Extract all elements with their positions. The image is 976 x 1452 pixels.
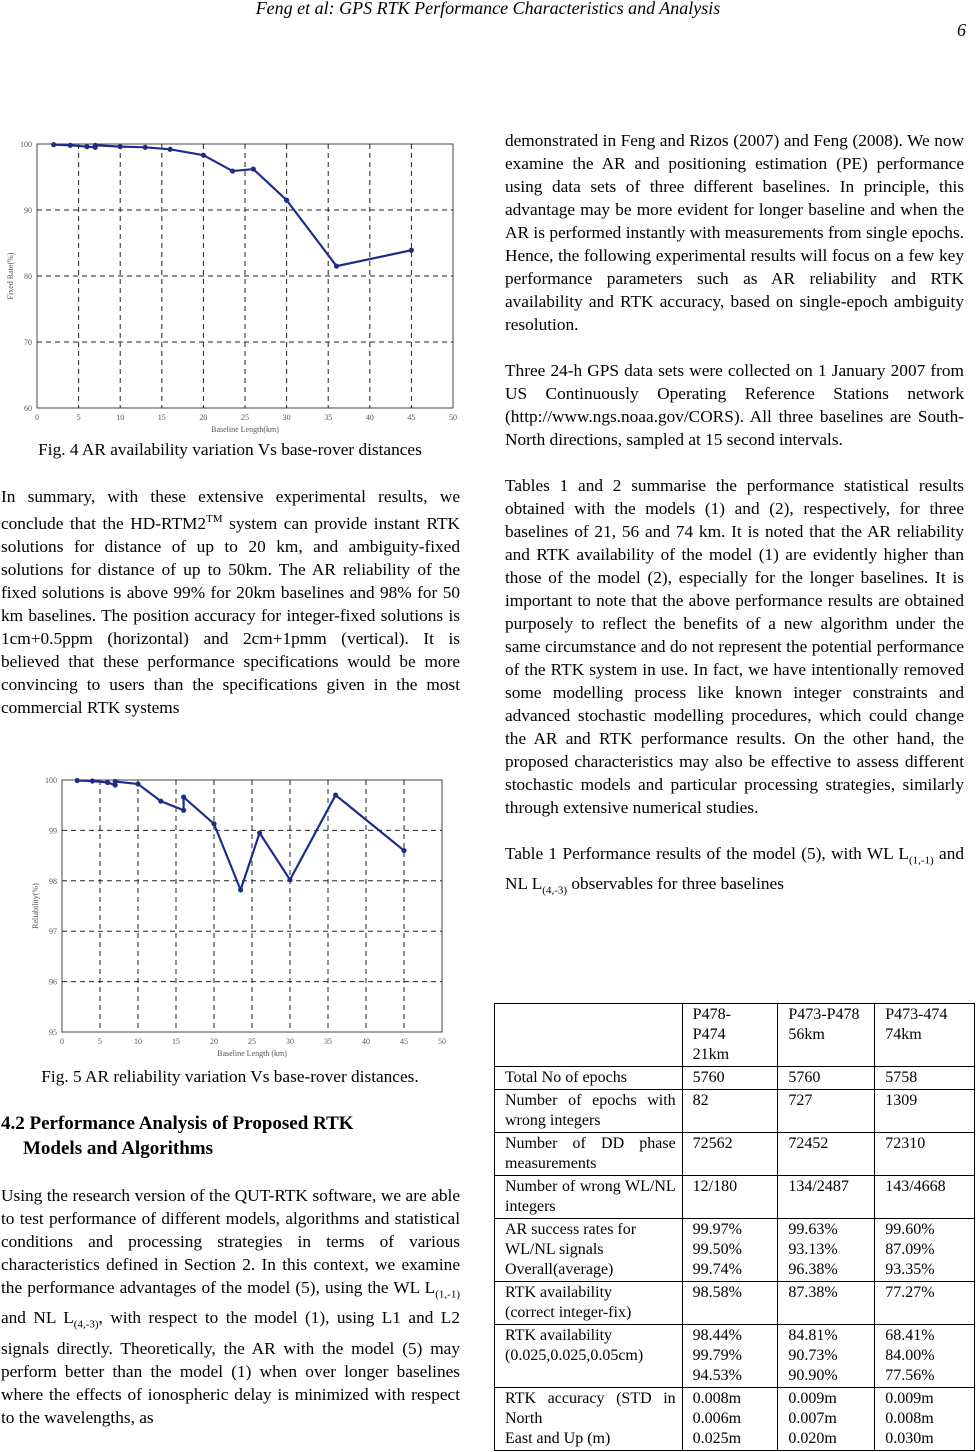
y-tick-label: 100 <box>20 140 32 149</box>
x-tick-label: 0 <box>35 413 39 422</box>
x-tick-label: 25 <box>241 413 249 422</box>
data-point <box>238 887 243 892</box>
x-tick-label: 10 <box>134 1037 142 1046</box>
y-tick-label: 60 <box>24 404 32 413</box>
x-tick-label: 50 <box>438 1037 446 1046</box>
table-caption: Table 1 Performance results of the model (5), with WL $L_{(1,-1)}$ and NL $L_{(4,-3)}$ observables for three baselines <box>505 844 964 897</box>
table-cell: 5760 <box>778 1067 875 1090</box>
table-cell: 134/2487 <box>778 1176 875 1219</box>
series-line <box>77 781 404 890</box>
data-point <box>257 830 262 835</box>
x-axis-label: Baseline Length(km) <box>211 425 279 434</box>
row-label: AR success rates for WL/NL signals Overall(average) <box>495 1219 683 1282</box>
fig4-chart <box>0 130 470 440</box>
table-cell: 0.009m 0.007m 0.020m <box>778 1388 875 1451</box>
data-point <box>230 168 235 173</box>
data-point <box>105 780 110 785</box>
table-cell: 143/4668 <box>875 1176 975 1219</box>
table-cell: 0.008m 0.006m 0.025m <box>682 1388 778 1451</box>
row-label: Number of epochs with wrong integers <box>495 1090 683 1133</box>
table-cell: 77.27% <box>875 1282 975 1325</box>
table-row <box>495 1388 975 1451</box>
y-tick-label: 99 <box>49 826 57 836</box>
data-point <box>201 153 206 158</box>
x-tick-label: 45 <box>407 413 416 422</box>
x-tick-label: 35 <box>324 1037 332 1046</box>
table-header-cell <box>495 1004 683 1067</box>
table-header-row <box>495 1004 975 1067</box>
summary-paragraph: In summary, with these extensive experimental results, we conclude that the HD-RTM2™ system can provide instant RTK solutions for distance of up to 20 km, and ambiguity-fixed solutions for distance of up to 50km. The AR reliability of the fixed solutions is above 99% for 20km baselines and 98% for 50 km baselines. The position accuracy for integer-fixed solutions is 1cm+0.5ppm (horizontal) and 2cm+1pmm (vertical). It is believed that these performance specifications would be more convincing to users than the specifications given in the most commercial RTK systems <box>1 487 460 717</box>
table-row <box>495 1282 975 1325</box>
x-tick-label: 25 <box>248 1037 256 1046</box>
x-tick-label: 40 <box>362 1037 370 1046</box>
table-cell: 99.97% 99.50% 99.74% <box>682 1219 778 1282</box>
table-cell: 0.009m 0.008m 0.030m <box>875 1388 975 1451</box>
data-point <box>51 142 56 147</box>
data-point <box>333 793 338 798</box>
y-tick-label: 100 <box>45 776 57 785</box>
x-tick-label: 15 <box>157 413 166 422</box>
fig5-caption: Fig. 5 AR reliability variation Vs base-rover distances. <box>41 1067 419 1086</box>
data-point <box>181 808 186 813</box>
y-tick-label: 98 <box>49 876 57 886</box>
table-header-cell: P473-P478 56km <box>778 1004 875 1067</box>
data-point <box>181 795 186 800</box>
data-point <box>90 778 95 783</box>
section-title-line2: Models and Algorithms <box>23 1138 214 1159</box>
data-point <box>158 799 163 804</box>
y-tick-label: 90 <box>24 206 32 215</box>
x-tick-label: 35 <box>324 413 333 422</box>
table-cell: 1309 <box>875 1090 975 1133</box>
x-tick-label: 15 <box>172 1037 180 1046</box>
x-tick-label: 30 <box>282 413 291 422</box>
table-cell: 72310 <box>875 1133 975 1176</box>
table-cell: 12/180 <box>682 1176 778 1219</box>
data-point <box>68 143 73 148</box>
y-tick-label: 96 <box>49 977 57 987</box>
x-tick-label: 50 <box>449 413 457 422</box>
right-paragraph-1: demonstrated in Feng and Rizos (2007) and Feng (2008). We now examine the AR and positioning estimation (PE) performance using data sets of three different baselines. In principle, this advantage may be more evident for longer baseline and when the AR is performed instantly with measurements from single epochs. Hence, the following experimental results will focus on a few key performance parameters such as AR reliability and RTK availability and RTK accuracy, based on single-epoch ambiguity resolution. <box>505 131 964 334</box>
fig4-caption: Fig. 4 AR availability variation Vs base-rover distances <box>38 440 422 459</box>
left-paragraph-2: Using the research version of the QUT-RTK software, we are able to test performance of different models, algorithms and statistical conditions and processing strategies in terms of various characteristics defined in Section 2. In this context, we examine the performance advantages of the model (5), using the WL $L_{(1,-1)}$ and NL $L_{(4,-3)}$, with respect to the model (1), using L1 and L2 signals directly. Theoretically, the AR with the model (5) may perform better than the model (1) when over longer baselines where the effects of ionospheric delay is minimized with respect to the wavelengths, as <box>1 1186 460 1427</box>
table-cell: 84.81% 90.73% 90.90% <box>778 1325 875 1388</box>
data-point <box>75 778 80 783</box>
table-cell: 727 <box>778 1090 875 1133</box>
x-tick-label: 20 <box>199 413 208 422</box>
y-axis-label: Reliability(%) <box>31 883 40 929</box>
data-point <box>284 198 289 203</box>
data-point <box>287 877 292 882</box>
data-point <box>143 145 148 150</box>
right-column <box>505 129 964 903</box>
data-point <box>135 781 140 786</box>
section-number: 4.2 <box>1 1113 25 1134</box>
x-tick-label: 5 <box>98 1037 102 1046</box>
x-tick-label: 20 <box>210 1037 218 1046</box>
table-cell: 5760 <box>682 1067 778 1090</box>
y-axis-label: Fixed Rate(%) <box>6 252 15 300</box>
table-row <box>495 1067 975 1090</box>
table-cell: 5758 <box>875 1067 975 1090</box>
table-cell: 72562 <box>682 1133 778 1176</box>
row-label: RTK accuracy (STD in North East and Up (m) <box>495 1388 683 1451</box>
data-point <box>84 144 89 149</box>
data-point <box>113 779 118 784</box>
row-label: RTK availability (0.025,0.025,0.05cm) <box>495 1325 683 1388</box>
table-cell: 87.38% <box>778 1282 875 1325</box>
data-point <box>251 166 256 171</box>
table-row <box>495 1325 975 1388</box>
data-point <box>409 248 414 253</box>
row-label: Number of DD phase measurements <box>495 1133 683 1176</box>
data-point <box>93 143 98 148</box>
x-tick-label: 5 <box>76 413 81 422</box>
y-tick-label: 80 <box>24 272 32 281</box>
series-line <box>54 145 412 266</box>
x-axis-label: Baseline Length (km) <box>217 1049 287 1058</box>
fig5-chart <box>0 770 470 1065</box>
table-row <box>495 1133 975 1176</box>
table-row <box>495 1219 975 1282</box>
row-label: Number of wrong WL/NL integers <box>495 1176 683 1219</box>
section-heading <box>1 1111 461 1161</box>
x-tick-label: 30 <box>286 1037 294 1046</box>
x-tick-label: 45 <box>400 1037 408 1046</box>
table-cell: 98.58% <box>682 1282 778 1325</box>
right-paragraph-3: Tables 1 and 2 summarise the performance statistical results obtained with the models (1) and (2), respectively, for three baselines of 21, 56 and 74 km. It is noted that the AR reliability and RTK availability of the model (1) are evidently higher than those of the model (2), especially for the longer baselines. It is important to note that the above performance results are obtained purposely to reflect the benefits of a new algorithm under the same circumstance and do not represent the potential performance of the RTK system in use. In fact, we have intentionally removed some modelling process like known integer constraints and advanced stochastic modelling procedures, which could change the AR and RTK performance results. On the other hand, the proposed characteristics may also be effective to assess different stochastic models and particular processing strategies, similarly through extensive numerical studies. <box>505 476 964 817</box>
row-label: RTK availability (correct integer-fix) <box>495 1282 683 1325</box>
row-label: Total No of epochs <box>495 1067 683 1090</box>
data-point <box>401 848 406 853</box>
running-header: Feng et al: GPS RTK Performance Characteristics and Analysis <box>255 0 721 18</box>
right-paragraph-2: Three 24-h GPS data sets were collected on 1 January 2007 from US Continuously Operating Reference Stations network (http://www.ngs.noaa.gov/CORS). All three baselines are South-North directions, sampled at 15 second intervals. <box>505 361 964 449</box>
table-row <box>495 1090 975 1133</box>
table-header-cell: P473-474 74km <box>875 1004 975 1067</box>
x-tick-label: 10 <box>116 413 125 422</box>
table-cell: 98.44% 99.79% 94.53% <box>682 1325 778 1388</box>
y-tick-label: 70 <box>24 338 32 347</box>
data-point <box>118 144 123 149</box>
data-point <box>168 147 173 152</box>
table-cell: 68.41% 84.00% 77.56% <box>875 1325 975 1388</box>
table-cell: 99.60% 87.09% 93.35% <box>875 1219 975 1282</box>
x-tick-label: 40 <box>365 413 374 422</box>
x-tick-label: 0 <box>60 1037 64 1046</box>
table-cell: 82 <box>682 1090 778 1133</box>
table-cell: 99.63% 93.13% 96.38% <box>778 1219 875 1282</box>
section-title-line1: Performance Analysis of Proposed RTK <box>29 1113 354 1134</box>
page-number: 6 <box>957 20 966 40</box>
table-cell: 72452 <box>778 1133 875 1176</box>
performance-table <box>494 1003 975 1451</box>
data-point <box>334 264 339 269</box>
y-tick-label: 97 <box>49 927 57 937</box>
table-row <box>495 1176 975 1219</box>
data-point <box>211 821 216 826</box>
table-header-cell: P478- P474 21km <box>682 1004 778 1067</box>
y-tick-label: 95 <box>49 1028 57 1037</box>
